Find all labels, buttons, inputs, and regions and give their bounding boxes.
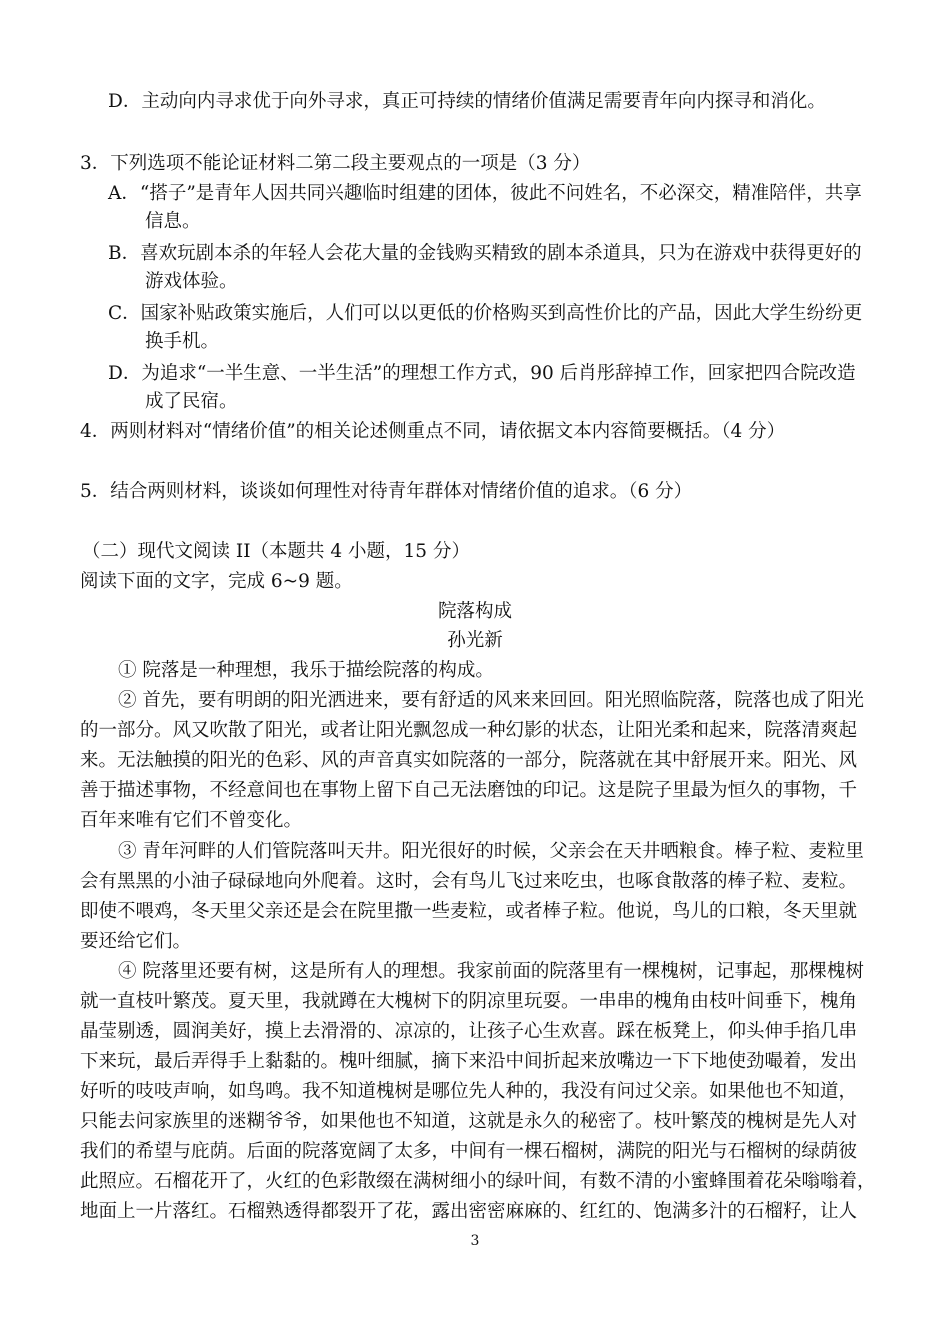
passage-p4-line4: 下来玩，最后弄得手上黏黏的。槐叶细腻，摘下来沿中间折起来放嘴边一下下地使劲嘬着，发出 [80,1051,858,1072]
q3-option-c-line1: C．国家补贴政策实施后，人们可以以更低的价格购买到高性价比的产品，因此大学生纷纷更 [108,303,863,324]
q3-stem: 3．下列选项不能论证材料二第二段主要观点的一项是（3 分） [80,153,591,174]
passage-p4-line6: 只能去问家族里的迷糊爷爷，如果他也不知道，这就是永久的秘密了。枝叶繁茂的槐树是先人对 [80,1111,858,1132]
passage-p4-line9: 地面上一片落红。石榴熟透得都裂开了花，露出密密麻麻的、红红的、饱满多汁的石榴籽，让人 [80,1201,858,1222]
passage-p2-line1: ② 首先，要有明朗的阳光洒进来，要有舒适的风来来回回。阳光照临院落，院落也成了阳光 [118,690,864,711]
passage-p4-line1: ④ 院落里还要有树，这是所有人的理想。我家前面的院落里有一棵槐树，记事起，那棵槐树 [118,961,864,982]
passage-p4-line2: 就一直枝叶繁茂。夏天里，我就蹲在大槐树下的阴凉里玩耍。一串串的槐角由枝叶间垂下，槐角 [80,991,858,1012]
passage-p4-line8: 此照应。石榴花开了，火红的色彩散缀在满树细小的绿叶间，有数不清的小蜜蜂围着花朵嗡嗡着， [80,1171,876,1192]
passage-p4-line3: 晶莹剔透，圆润美好，摸上去滑滑的、凉凉的，让孩子心生欢喜。踩在板凳上，仰头伸手掐几串 [80,1021,858,1042]
q3-option-a-line2: 信息。 [145,211,201,232]
section2-heading: （二）现代文阅读 II（本题共 4 小题，15 分） [82,541,470,562]
q3-option-b-line1: B．喜欢玩剧本杀的年轻人会花大量的金钱购买精致的剧本杀道具，只为在游戏中获得更好的 [108,243,862,264]
q3-option-a-line1: A．“搭子”是青年人因共同兴趣临时组建的团体，彼此不问姓名，不必深交，精准陪伴，共享 [108,183,862,204]
q5-stem: 5．结合两则材料，谈谈如何理性对待青年群体对情绪价值的追求。（6 分） [80,481,693,502]
passage-title: 院落构成 [437,601,512,622]
q3-option-d-line1: D．为追求“一半生意、一半生活”的理想工作方式，90 后肖彤辞掉工作，回家把四合院改造 [108,363,856,384]
passage-p4-line5: 好听的吱吱声响，如鸟鸣。我不知道槐树是哪位先人种的，我没有问过父亲。如果他也不知道， [80,1081,858,1102]
passage-p2-line2: 的一部分。风又吹散了阳光，或者让阳光飘忽成一种幻影的状态，让阳光柔和起来，院落清爽起 [80,720,858,741]
passage-p3-line2: 会有黑黑的小油子碌碌地向外爬着。这时，会有鸟儿飞过来吃虫，也啄食散落的棒子粒、麦粒。 [80,871,858,892]
passage-p3-line3: 即使不喂鸡，冬天里父亲还是会在院里撒一些麦粒，或者棒子粒。他说，鸟儿的口粮，冬天里就 [80,901,858,922]
passage-p3-line1: ③ 青年河畔的人们管院落叫天井。阳光很好的时候，父亲会在天井晒粮食。棒子粒、麦粒里 [118,841,864,862]
section2-instruction: 阅读下面的文字，完成 6~9 题。 [80,571,353,592]
passage-p3-line4: 要还给它们。 [80,931,192,952]
passage-author: 孙光新 [447,630,503,651]
q2-option-d: D．主动向内寻求优于向外寻求，真正可持续的情绪价值满足需要青年向内探寻和消化。 [108,91,826,112]
q3-option-b-line2: 游戏体验。 [145,271,238,292]
passage-p4-line7: 我们的希望与庇荫。后面的院落宽阔了太多，中间有一棵石榴树，满院的阳光与石榴树的绿荫彼 [80,1141,858,1162]
passage-p2-line4: 善于描述事物，不经意间也在事物上留下自己无法磨蚀的印记。这是院子里最为恒久的事物，千 [80,780,858,801]
q4-stem: 4．两则材料对“情绪价值”的相关论述侧重点不同，请依据文本内容简要概括。（4 分） [80,421,786,442]
q3-option-d-line2: 成了民宿。 [145,391,238,412]
page-number: 3 [470,1233,480,1249]
passage-p1-line1: ① 院落是一种理想，我乐于描绘院落的构成。 [118,660,494,681]
passage-p2-line5: 百年来唯有它们不曾变化。 [80,810,303,831]
passage-p2-line3: 来。无法触摸的阳光的色彩、风的声音真实如院落的一部分，院落就在其中舒展开来。阳光、风 [80,750,858,771]
q3-option-c-line2: 换手机。 [145,331,220,352]
